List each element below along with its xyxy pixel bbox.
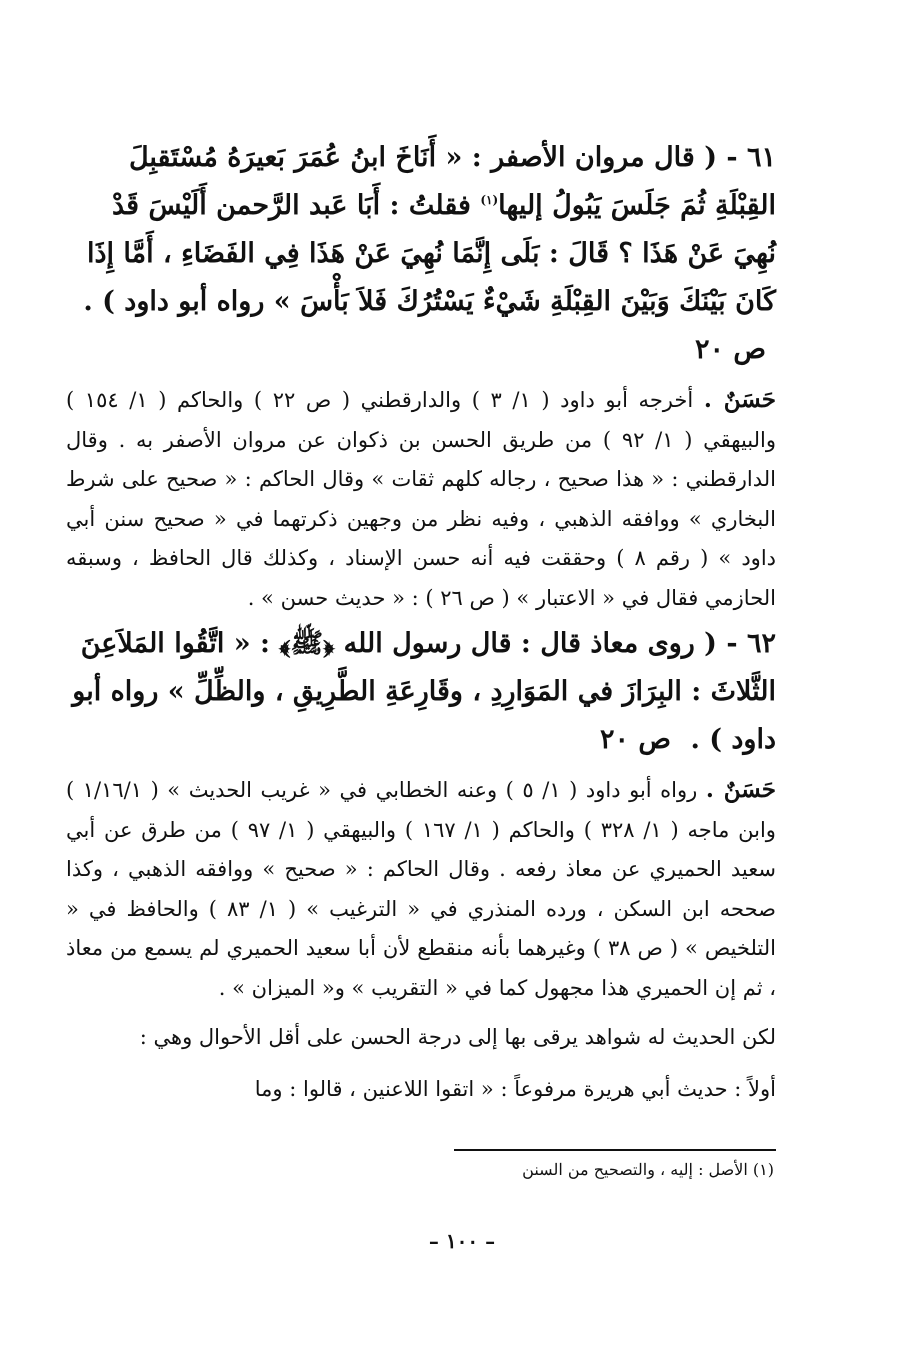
hadith-61-page-ref: ص ٢٠ — [694, 334, 766, 365]
hadith-61-source: رواه أبو داود ) . — [83, 286, 265, 317]
hadith-61-opening: ( قال مروان الأصفر : — [471, 142, 717, 173]
closing-section — [66, 1018, 776, 1109]
hadith-61 — [66, 134, 776, 374]
hadith-61-quote-part1: « أَنَاخَ ابنُ عُمَرَ بَعيرَهُ مُسْتَقبِلَ القِبْلَةِ ثُمَ جَلَسَ يَبُولُ إليها — [128, 142, 776, 221]
page-number: – ١٠٠ – — [428, 1229, 496, 1253]
hadith-62-quote: « اتَّقُوا المَلاَعِنَ الثَّلاثَ : البِرَازَ في المَوَارِدِ ، وقَارِعَةِ الطَّرِيقِ ، والظِّلِّ » — [80, 628, 776, 707]
page-body — [66, 134, 776, 1121]
footnote-marker: (١) — [480, 193, 499, 207]
closing-line-2: أولاً : حديث أبي هريرة مرفوعاً : « اتقوا اللاعنين ، قالوا : وما — [254, 1076, 776, 1101]
hadith-62 — [66, 620, 776, 764]
hadith-61-quote-part2: فقلتُ : أَبَا عَبد الرَّحمن أَلَيْسَ قَدْ نُهِيَ عَنْ هَذَا ؟ قَالَ : بَلَى إِنَّمَا نُهِيَ عَنْ هَذَا فِي الفَضَاءِ ، أَمَّا إِذَا كَانَ بَيْنَكَ وَبَيْنَ القِبْلَةِ شَيْءٌ يَسْتُرُكَ فَلاَ بَأْسَ » — [86, 190, 776, 317]
commentary-62-text: رواه أبو داود ( ١/ ٥ ) وعنه الخطابي في « غريب الحديث » ( ١/١٦/١ ) وابن ماجه ( ١/ ٣٢٨ ) والحاكم ( ١/ ١٦٧ ) والبيهقي ( ١/ ٩٧ ) من طرق عن أبي سعيد الحميري عن معاذ رفعه . وقال الحاكم : « صحيح » ووافقه الذهبي ، وكذا صححه ابن السكن ، ورده المنذري في « الترغيب » ( ١/ ٨٣ ) والحافظ في « التلخيص » ( ص ٣٨ ) وغيرهما بأنه منقطع لأن أبا سعيد الحميري لم يسمع من معاذ ، ثم إن الحميري هذا مجهول كما في « التقريب » و« الميزان » . — [66, 778, 776, 1000]
hadith-61-number: ٦١ - — [726, 142, 776, 173]
hadith-62-number: ٦٢ - — [726, 628, 776, 659]
commentary-62-grade: حَسَنٌ . — [705, 776, 776, 803]
commentary-62 — [66, 770, 776, 1008]
hadith-62-opening: ( روى معاذ قال : قال رسول الله ﴿ﷺ﴾ : — [260, 628, 717, 659]
commentary-61 — [66, 380, 776, 618]
commentary-61-grade: حَسَنٌ . — [703, 386, 776, 413]
footnote-divider — [454, 1149, 776, 1151]
closing-line-1: لكن الحديث له شواهد يرقى بها إلى درجة الحسن على أقل الأحوال وهي : — [139, 1025, 776, 1049]
commentary-61-text: أخرجه أبو داود ( ١/ ٣ ) والدارقطني ( ص ٢٢ ) والحاكم ( ١/ ١٥٤ ) والبيهقي ( ١/ ٩٢ ) من طريق الحسن بن ذكوان عن مروان الأصفر به . وقال الدارقطني : « هذا صحيح ، رجاله كلهم ثقات » وقال الحاكم : « صحيح على شرط البخاري » ووافقه الذهبي ، وفيه نظر من وجهين ذكرتهما في « صحيح سنن أبي داود » ( رقم ٨ ) وحققت فيه أنه حسن الإسناد ، وكذلك قال الحافظ ، وسبقه الحازمي فقال في « الاعتبار » ( ص ٢٦ ) : « حديث حسن » . — [66, 388, 777, 610]
hadith-62-source: رواه أبو داود ) . — [72, 676, 776, 755]
hadith-62-page-ref: ص ٢٠ — [599, 724, 672, 755]
footnote: (١) الأصل : إليه ، والتصحيح من السنن — [522, 1160, 774, 1179]
